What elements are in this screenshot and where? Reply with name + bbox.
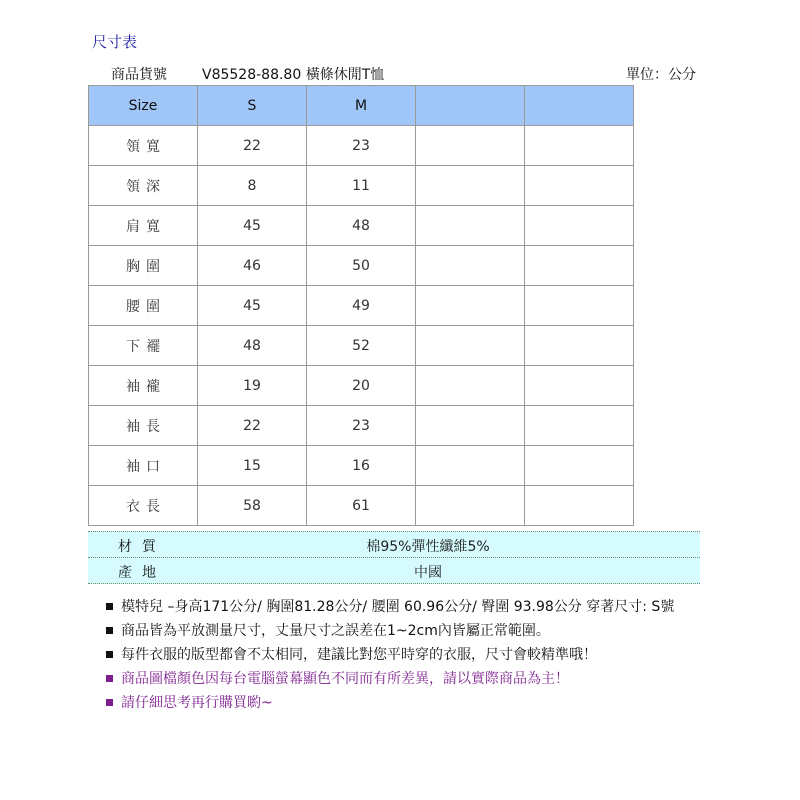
note-text: 模特兒 –身高171公分/ 胸圍81.28公分/ 腰圍 60.96公分/ 臀圍 93.98公分 穿著尺寸: S號 <box>121 599 675 615</box>
product-code: V85528-88.80 橫條休閒T恤 <box>202 67 385 83</box>
note-item <box>106 642 796 666</box>
measurement-value <box>525 286 634 326</box>
measurement-value <box>416 446 525 486</box>
measurement-value <box>416 206 525 246</box>
measurement-value <box>416 286 525 326</box>
square-bullet-icon <box>106 603 113 610</box>
measurement-value: 15 <box>198 446 307 486</box>
measurement-label: 肩寬 <box>89 206 198 246</box>
table-row <box>89 486 634 526</box>
header-size: Size <box>89 86 198 126</box>
measurement-value: 48 <box>307 206 416 246</box>
measurement-value: 61 <box>307 486 416 526</box>
measurement-value: 22 <box>198 406 307 446</box>
header-m: M <box>307 86 416 126</box>
table-row <box>89 326 634 366</box>
square-bullet-icon <box>106 651 113 658</box>
header-s: S <box>198 86 307 126</box>
measurement-value: 16 <box>307 446 416 486</box>
material-box <box>88 531 700 584</box>
measurement-label: 胸圍 <box>89 246 198 286</box>
material-row <box>88 532 700 557</box>
note-text: 商品圖檔顏色因每台電腦螢幕顯色不同而有所差異，請以實際商品為主！ <box>121 671 569 687</box>
note-item <box>106 666 796 690</box>
measurement-value: 23 <box>307 406 416 446</box>
measurement-value: 52 <box>307 326 416 366</box>
measurement-value: 50 <box>307 246 416 286</box>
table-row <box>89 446 634 486</box>
measurement-value <box>525 166 634 206</box>
measurement-value <box>416 406 525 446</box>
measurement-value <box>525 246 634 286</box>
origin-value: 中國 <box>414 565 442 581</box>
measurement-label: 領深 <box>89 166 198 206</box>
measurement-label: 衣長 <box>89 486 198 526</box>
note-text: 商品皆為平放測量尺寸，丈量尺寸之誤差在1~2cm內皆屬正常範圍。 <box>121 623 550 639</box>
measurement-value <box>416 366 525 406</box>
measurement-label: 袖口 <box>89 446 198 486</box>
measurement-value <box>525 446 634 486</box>
origin-label: 產地 <box>118 565 166 581</box>
header-empty-1 <box>416 86 525 126</box>
table-row <box>89 126 634 166</box>
measurement-value: 19 <box>198 366 307 406</box>
table-row <box>89 406 634 446</box>
measurement-value: 45 <box>198 286 307 326</box>
measurement-value: 11 <box>307 166 416 206</box>
size-table-body <box>89 126 634 526</box>
square-bullet-icon <box>106 675 113 682</box>
table-row <box>89 206 634 246</box>
table-row <box>89 366 634 406</box>
measurement-value <box>525 326 634 366</box>
square-bullet-icon <box>106 627 113 634</box>
measurement-value <box>416 486 525 526</box>
product-meta-row <box>88 62 700 84</box>
note-text: 每件衣服的版型都會不太相同，建議比對您平時穿的衣服，尺寸會較精準哦！ <box>121 647 597 663</box>
measurement-value: 49 <box>307 286 416 326</box>
page-title: 尺寸表 <box>92 33 138 51</box>
measurement-value: 45 <box>198 206 307 246</box>
measurement-label: 領寬 <box>89 126 198 166</box>
unit-label: 單位：公分 <box>626 67 696 83</box>
measurement-value: 23 <box>307 126 416 166</box>
note-item <box>106 594 796 618</box>
note-item <box>106 618 796 642</box>
measurement-value <box>525 366 634 406</box>
measurement-value <box>525 406 634 446</box>
size-table-header-row <box>89 86 634 126</box>
measurement-value <box>525 486 634 526</box>
measurement-value: 46 <box>198 246 307 286</box>
size-table <box>88 85 634 526</box>
measurement-value: 48 <box>198 326 307 366</box>
measurement-label: 袖長 <box>89 406 198 446</box>
measurement-value: 20 <box>307 366 416 406</box>
notes-list <box>106 594 796 714</box>
table-row <box>89 246 634 286</box>
measurement-value: 22 <box>198 126 307 166</box>
table-row <box>89 166 634 206</box>
product-code-label: 商品貨號 <box>111 67 167 83</box>
measurement-value <box>416 126 525 166</box>
measurement-value <box>416 246 525 286</box>
header-empty-2 <box>525 86 634 126</box>
measurement-label: 腰圍 <box>89 286 198 326</box>
table-row <box>89 286 634 326</box>
measurement-label: 下襬 <box>89 326 198 366</box>
measurement-value: 8 <box>198 166 307 206</box>
material-label: 材質 <box>118 539 166 555</box>
material-value: 棉95%彈性纖維5% <box>366 539 490 555</box>
measurement-value <box>525 206 634 246</box>
origin-row <box>88 558 700 583</box>
measurement-value <box>525 126 634 166</box>
note-text: 請仔細思考再行購買喲~ <box>121 695 273 711</box>
measurement-value: 58 <box>198 486 307 526</box>
measurement-label: 袖襱 <box>89 366 198 406</box>
note-item <box>106 690 796 714</box>
square-bullet-icon <box>106 699 113 706</box>
measurement-value <box>416 166 525 206</box>
measurement-value <box>416 326 525 366</box>
